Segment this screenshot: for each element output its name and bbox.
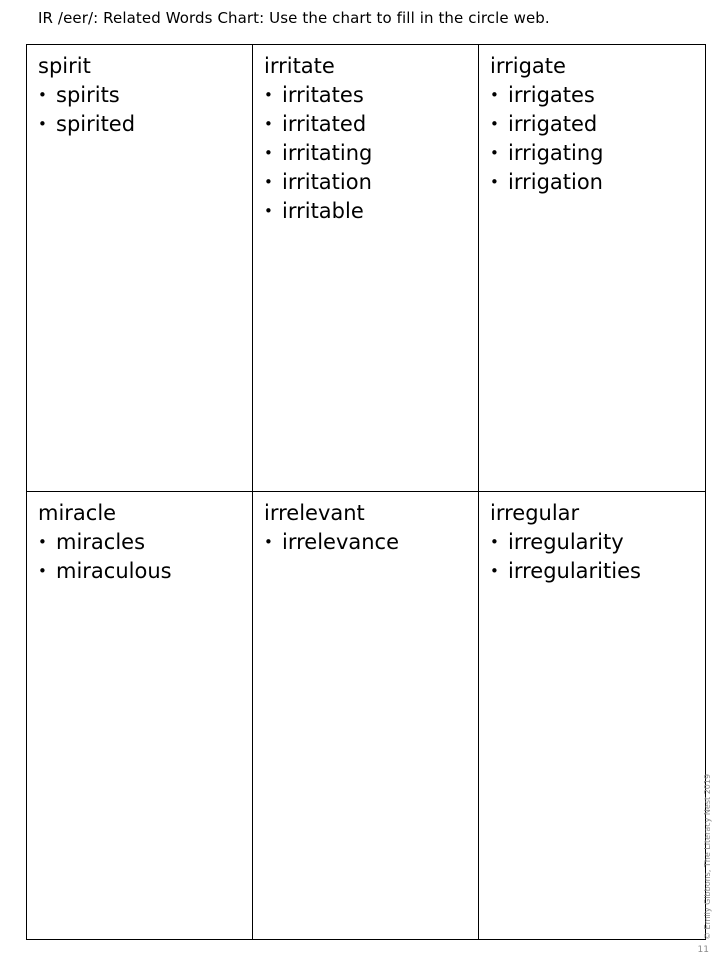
chart-instructions: IR /eer/: Related Words Chart: Use the chart to fill in the circle web. [38, 9, 550, 27]
related-form: • irrigated [490, 110, 705, 139]
related-form: • miraculous [38, 557, 252, 586]
related-form: • miracles [38, 528, 252, 557]
related-form: • irritation [264, 168, 478, 197]
related-forms-list [490, 81, 705, 197]
bullet-icon [38, 528, 47, 557]
copyright-notice: © Emily Gibbons, The Literacy Nest 2019 [703, 773, 712, 940]
bullet-icon [264, 528, 273, 557]
bullet-icon [264, 81, 273, 110]
page-number: 11 [697, 945, 709, 955]
related-forms-list [264, 81, 478, 226]
root-word: irrigate [490, 54, 566, 78]
bullet-icon [38, 110, 47, 139]
bullet-icon [264, 197, 273, 226]
word-cell-irritate [253, 45, 479, 492]
related-form: • spirited [38, 110, 252, 139]
bullet-icon [264, 168, 273, 197]
bullet-icon [38, 81, 47, 110]
root-word: miracle [38, 501, 117, 525]
word-cell-spirit [27, 45, 253, 492]
root-word: irregular [490, 501, 580, 525]
related-form: • irritating [264, 139, 478, 168]
related-forms-list [490, 528, 705, 586]
word-cell-irrelevant [253, 492, 479, 939]
bullet-icon [490, 81, 499, 110]
root-word: irrelevant [264, 501, 365, 525]
bullet-icon [38, 557, 47, 586]
bullet-icon [490, 139, 499, 168]
related-form: • irritable [264, 197, 478, 226]
bullet-icon [264, 110, 273, 139]
related-forms-list [264, 528, 478, 557]
related-form: • spirits [38, 81, 252, 110]
bullet-icon [490, 168, 499, 197]
related-form: • irrelevance [264, 528, 478, 557]
bullet-icon [490, 528, 499, 557]
root-word: irritate [264, 54, 335, 78]
related-words-chart [26, 44, 706, 940]
word-cell-irrigate [479, 45, 705, 492]
related-form: • irritates [264, 81, 478, 110]
bullet-icon [490, 110, 499, 139]
related-form: • irritated [264, 110, 478, 139]
related-form: • irregularities [490, 557, 705, 586]
related-form: • irrigates [490, 81, 705, 110]
word-cell-irregular [479, 492, 705, 939]
related-form: • irregularity [490, 528, 705, 557]
root-word: spirit [38, 54, 91, 78]
related-forms-list [38, 528, 252, 586]
related-form: • irrigating [490, 139, 705, 168]
bullet-icon [264, 139, 273, 168]
related-form: • irrigation [490, 168, 705, 197]
word-cell-miracle [27, 492, 253, 939]
bullet-icon [490, 557, 499, 586]
related-forms-list [38, 81, 252, 139]
